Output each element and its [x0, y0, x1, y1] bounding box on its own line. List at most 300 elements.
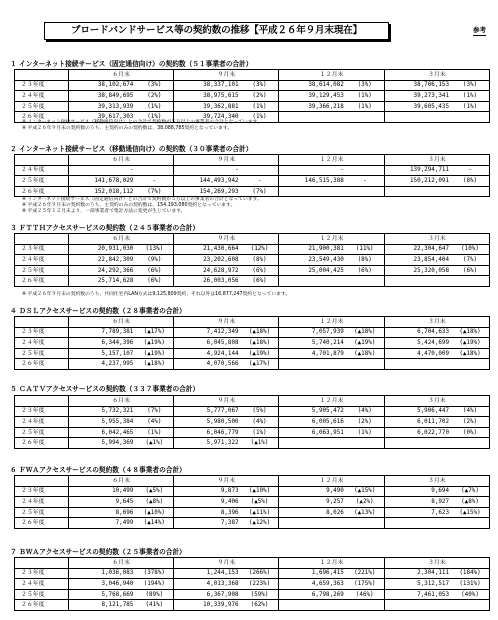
- yoy-change: (▲15%): [451, 507, 489, 518]
- fiscal-year-cell: ２６年度: [15, 359, 69, 370]
- subscription-value: 26,003,056: [174, 276, 241, 287]
- subscription-value: 25,004,425: [279, 265, 346, 276]
- yoy-change: [451, 518, 489, 529]
- subscription-value: 21,900,381: [279, 244, 346, 255]
- subscription-value: 7,412,349: [174, 327, 241, 338]
- column-header: １２月末: [279, 317, 384, 328]
- subscription-value: [279, 112, 346, 123]
- subscription-value: 39,362,881: [174, 101, 241, 112]
- fiscal-year-cell: ２６年度: [15, 112, 69, 123]
- yoy-change: (▲11%): [241, 507, 279, 518]
- yoy-change: [346, 359, 384, 370]
- subscription-value: 38,614,082: [279, 80, 346, 91]
- column-header: １２月末: [279, 476, 384, 487]
- subscription-value: 39,366,218: [279, 101, 346, 112]
- yoy-change: (▲1%): [241, 438, 279, 449]
- column-header: ９月末: [174, 396, 279, 407]
- subscription-value: 10,499: [69, 486, 136, 497]
- footnote: ※ 平成２６年９月末の契約数のうち、共同住宅内LAN方式は9,125,809契約、それ以外は16,877,247契約となっています。: [22, 292, 291, 297]
- subscription-value: 23,202,608: [174, 255, 241, 266]
- yoy-change: (1%): [346, 427, 384, 438]
- section-title: ３ ＦＴＴＨアクセスサービスの契約数（２４５事業者の合計）: [10, 224, 200, 232]
- column-header: ３月末: [384, 396, 489, 407]
- footnote: ※ 平成２６年９月末の契約数のうち、主契約のみの契約数は、38,088,785契約となっています。: [22, 126, 233, 131]
- subscription-value: [279, 600, 346, 611]
- fiscal-year-cell: ２４年度: [15, 417, 69, 428]
- subscription-value: [279, 518, 346, 529]
- subscription-value: 24,292,366: [69, 265, 136, 276]
- yoy-change: (8%): [346, 255, 384, 266]
- fiscal-year-cell: ２６年度: [15, 518, 69, 529]
- subscription-value: 7,499: [69, 518, 136, 529]
- yoy-change: [451, 438, 489, 449]
- subscription-value: 6,011,702: [384, 417, 451, 428]
- header-row: [15, 70, 490, 81]
- yoy-change: (▲18%): [451, 327, 489, 338]
- yoy-change: (▲18%): [451, 348, 489, 359]
- column-header: ３月末: [384, 558, 489, 569]
- yoy-change: -: [241, 176, 279, 187]
- yoy-change: (4%): [346, 406, 384, 417]
- yoy-change: (378%): [135, 568, 173, 579]
- yoy-change: (194%): [135, 579, 173, 590]
- subscription-value: 23,854,404: [384, 255, 451, 266]
- fiscal-year-cell: ２５年度: [15, 507, 69, 518]
- table-row: [15, 417, 490, 428]
- yoy-change: (1%): [451, 101, 489, 112]
- fiscal-year-cell: ２３年度: [15, 327, 69, 338]
- column-header: １２月末: [279, 70, 384, 81]
- table-row: [15, 101, 490, 112]
- yoy-change: (1%): [135, 112, 173, 123]
- subscription-value: [384, 186, 451, 197]
- yoy-change: (89%): [135, 589, 173, 600]
- subscription-value: 5,906,447: [384, 406, 451, 417]
- yoy-change: (▲19%): [135, 338, 173, 349]
- reference-label: 参考: [473, 26, 486, 34]
- subscription-value: 8,026: [279, 507, 346, 518]
- yoy-change: (11%): [346, 244, 384, 255]
- yoy-change: [451, 112, 489, 123]
- fiscal-year-cell: ２５年度: [15, 101, 69, 112]
- yoy-change: (▲14%): [135, 518, 173, 529]
- header-row: [15, 558, 490, 569]
- yoy-change: (6%): [241, 265, 279, 276]
- subscription-value: 4,701,879: [279, 348, 346, 359]
- subscription-value: 6,798,269: [279, 589, 346, 600]
- yoy-change: (▲5%): [135, 486, 173, 497]
- section-title: ５ ＣＡＴＶアクセスサービスの契約数（３３７事業者の合計）: [10, 385, 200, 393]
- table-row: [15, 486, 490, 497]
- subscription-value: [279, 359, 346, 370]
- subscription-value: 7,057,939: [279, 327, 346, 338]
- yoy-change: (13%): [135, 244, 173, 255]
- subscription-value: 9,694: [384, 486, 451, 497]
- yoy-change: [346, 276, 384, 287]
- subscription-value: [384, 518, 451, 529]
- yoy-change: [451, 186, 489, 197]
- subscription-value: 38,337,101: [174, 80, 241, 91]
- fiscal-year-cell: ２４年度: [15, 165, 69, 176]
- column-header: １２月末: [279, 558, 384, 569]
- yoy-change: (1%): [346, 91, 384, 102]
- data-table: [14, 557, 490, 611]
- yoy-change: [346, 438, 384, 449]
- subscription-value: 23,549,430: [279, 255, 346, 266]
- yoy-change: (8%): [451, 176, 489, 187]
- subscription-value: 9,490: [279, 486, 346, 497]
- table-row: [15, 244, 490, 255]
- table-row: [15, 91, 490, 102]
- table-row: [15, 600, 490, 611]
- corner-cell: [15, 234, 69, 245]
- subscription-value: 154,269,293: [174, 186, 241, 197]
- yoy-change: (1%): [135, 427, 173, 438]
- table-row: [15, 165, 490, 176]
- fiscal-year-cell: ２３年度: [15, 406, 69, 417]
- fiscal-year-cell: ２３年度: [15, 486, 69, 497]
- table-row: [15, 438, 490, 449]
- subscription-value: 4,070,566: [174, 359, 241, 370]
- corner-cell: [15, 476, 69, 487]
- yoy-change: (▲18%): [346, 348, 384, 359]
- yoy-change: [346, 165, 384, 176]
- subscription-value: 9,645: [69, 497, 136, 508]
- subscription-value: 6,042,465: [69, 427, 136, 438]
- table-row: [15, 176, 490, 187]
- subscription-value: 5,768,669: [69, 589, 136, 600]
- yoy-change: (9%): [135, 255, 173, 266]
- yoy-change: (40%): [451, 589, 489, 600]
- yoy-change: (4%): [451, 406, 489, 417]
- subscription-value: [279, 276, 346, 287]
- subscription-value: 6,046,779: [174, 427, 241, 438]
- data-table: [14, 233, 490, 287]
- subscription-value: 8,396: [174, 507, 241, 518]
- table-row: [15, 507, 490, 518]
- table-row: [15, 568, 490, 579]
- subscription-value: 1,244,153: [174, 568, 241, 579]
- subscription-value: 3,046,940: [69, 579, 136, 590]
- yoy-change: (1%): [241, 427, 279, 438]
- section-title: ４ ＤＳＬアクセスサービスの契約数（２８事業者の合計）: [10, 307, 186, 315]
- column-header: ６月末: [69, 70, 174, 81]
- table-row: [15, 80, 490, 91]
- header-row: [15, 396, 490, 407]
- yoy-change: (131%): [451, 579, 489, 590]
- yoy-change: (▲8%): [451, 497, 489, 508]
- data-table: [14, 395, 490, 449]
- subscription-value: 7,623: [384, 507, 451, 518]
- subscription-value: 39,313,939: [69, 101, 136, 112]
- subscription-value: 9,257: [279, 497, 346, 508]
- subscription-value: 39,605,435: [384, 101, 451, 112]
- footnote: ※ 平成２５年１２月末より、一部事業者で集計方法に変更が生じています。: [22, 209, 186, 214]
- yoy-change: (7%): [135, 406, 173, 417]
- yoy-change: [346, 112, 384, 123]
- subscription-value: 5,740,214: [279, 338, 346, 349]
- subscription-value: 22,304,647: [384, 244, 451, 255]
- subscription-value: [384, 600, 451, 611]
- subscription-value: [279, 186, 346, 197]
- subscription-value: 8,121,785: [69, 600, 136, 611]
- yoy-change: (▲19%): [241, 348, 279, 359]
- yoy-change: (1%): [135, 101, 173, 112]
- subscription-value: 4,924,144: [174, 348, 241, 359]
- table-row: [15, 276, 490, 287]
- yoy-change: (▲10%): [241, 486, 279, 497]
- yoy-change: (1%): [451, 91, 489, 102]
- subscription-value: 38,102,674: [69, 80, 136, 91]
- subscription-value: [279, 438, 346, 449]
- subscription-value: 4,237,995: [69, 359, 136, 370]
- yoy-change: (223%): [241, 579, 279, 590]
- yoy-change: (▲7%): [451, 486, 489, 497]
- subscription-value: 7,387: [174, 518, 241, 529]
- subscription-value: 9,873: [174, 486, 241, 497]
- subscription-value: 5,905,472: [279, 406, 346, 417]
- yoy-change: (46%): [346, 589, 384, 600]
- yoy-change: -: [451, 165, 489, 176]
- table-row: [15, 589, 490, 600]
- header-row: [15, 317, 490, 328]
- page-title: ブロードバンドサービス等の契約数の推移【平成２６年９月末現在】: [44, 22, 389, 40]
- subscription-value: 6,704,633: [384, 327, 451, 338]
- subscription-value: 10,339,976: [174, 600, 241, 611]
- data-table: [14, 69, 490, 123]
- subscription-value: 39,724,340: [174, 112, 241, 123]
- column-header: ６月末: [69, 317, 174, 328]
- fiscal-year-cell: ２４年度: [15, 579, 69, 590]
- subscription-value: 5,312,517: [384, 579, 451, 590]
- fiscal-year-cell: ２５年度: [15, 427, 69, 438]
- column-header: ９月末: [174, 70, 279, 81]
- table-row: [15, 265, 490, 276]
- fiscal-year-cell: ２６年度: [15, 276, 69, 287]
- yoy-change: (59%): [241, 589, 279, 600]
- table-row: [15, 327, 490, 338]
- header-row: [15, 234, 490, 245]
- subscription-value: 5,955,384: [69, 417, 136, 428]
- data-table: [14, 316, 490, 370]
- subscription-value: [384, 112, 451, 123]
- yoy-change: [451, 600, 489, 611]
- fiscal-year-cell: ２３年度: [15, 80, 69, 91]
- yoy-change: (6%): [241, 276, 279, 287]
- subscription-value: -: [279, 165, 346, 176]
- yoy-change: (▲19%): [451, 338, 489, 349]
- table-row: [15, 579, 490, 590]
- subscription-value: 4,013,368: [174, 579, 241, 590]
- table-row: [15, 427, 490, 438]
- column-header: ６月末: [69, 396, 174, 407]
- yoy-change: (2%): [241, 91, 279, 102]
- subscription-value: 39,129,453: [279, 91, 346, 102]
- column-header: ６月末: [69, 155, 174, 166]
- corner-cell: [15, 70, 69, 81]
- subscription-value: 141,678,029: [69, 176, 136, 187]
- yoy-change: [241, 165, 279, 176]
- yoy-change: (▲13%): [346, 507, 384, 518]
- subscription-value: 146,515,388: [279, 176, 346, 187]
- yoy-change: (2%): [135, 91, 173, 102]
- subscription-value: 38,975,615: [174, 91, 241, 102]
- yoy-change: (3%): [135, 80, 173, 91]
- yoy-change: (4%): [135, 417, 173, 428]
- section-title: ２ インターネット接続サービス（移動通信向け）の契約数（３０事業者の合計）: [10, 145, 253, 153]
- subscription-value: [384, 438, 451, 449]
- subscription-value: 5,777,067: [174, 406, 241, 417]
- column-header: ６月末: [69, 234, 174, 245]
- column-header: ９月末: [174, 317, 279, 328]
- yoy-change: (1%): [241, 101, 279, 112]
- column-header: ３月末: [384, 70, 489, 81]
- column-header: ９月末: [174, 155, 279, 166]
- yoy-change: (6%): [451, 265, 489, 276]
- yoy-change: [451, 276, 489, 287]
- fiscal-year-cell: ２６年度: [15, 600, 69, 611]
- subscription-value: 38,849,695: [69, 91, 136, 102]
- yoy-change: [451, 359, 489, 370]
- subscription-value: 20,931,030: [69, 244, 136, 255]
- data-table: [14, 475, 490, 529]
- fiscal-year-cell: ２３年度: [15, 244, 69, 255]
- yoy-change: (6%): [135, 265, 173, 276]
- column-header: １２月末: [279, 396, 384, 407]
- yoy-change: (▲19%): [346, 338, 384, 349]
- yoy-change: (4%): [241, 417, 279, 428]
- yoy-change: (▲17%): [241, 359, 279, 370]
- yoy-change: (▲18%): [346, 327, 384, 338]
- fiscal-year-cell: ２４年度: [15, 91, 69, 102]
- table-row: [15, 186, 490, 197]
- yoy-change: (266%): [241, 568, 279, 579]
- subscription-value: 2,304,111: [384, 568, 451, 579]
- yoy-change: [346, 186, 384, 197]
- subscription-value: 8,696: [69, 507, 136, 518]
- column-header: ３月末: [384, 155, 489, 166]
- section-title: １ インターネット接続サービス（固定通信向け）の契約数（５１事業者の合計）: [10, 60, 253, 68]
- table-row: [15, 518, 490, 529]
- footnote: ※ 平成２６年９月末の契約数のうち、主契約のみの契約数は、154,193,080契約となっています。: [22, 203, 236, 208]
- yoy-change: (3%): [451, 80, 489, 91]
- yoy-change: [346, 600, 384, 611]
- subscription-value: 5,732,321: [69, 406, 136, 417]
- column-header: ９月末: [174, 558, 279, 569]
- header-row: [15, 155, 490, 166]
- table-row: [15, 338, 490, 349]
- yoy-change: (12%): [241, 244, 279, 255]
- yoy-change: (▲15%): [346, 486, 384, 497]
- yoy-change: (0%): [451, 427, 489, 438]
- yoy-change: (▲2%): [346, 497, 384, 508]
- yoy-change: (41%): [135, 600, 173, 611]
- subscription-value: 38,706,153: [384, 80, 451, 91]
- yoy-change: (175%): [346, 579, 384, 590]
- column-header: ３月末: [384, 317, 489, 328]
- subscription-value: 6,045,808: [174, 338, 241, 349]
- subscription-value: 6,344,396: [69, 338, 136, 349]
- yoy-change: (3%): [241, 80, 279, 91]
- subscription-value: 144,493,942: [174, 176, 241, 187]
- subscription-value: 6,022,770: [384, 427, 451, 438]
- yoy-change: (7%): [451, 255, 489, 266]
- yoy-change: (5%): [241, 406, 279, 417]
- yoy-change: (2%): [346, 417, 384, 428]
- subscription-value: [384, 276, 451, 287]
- data-table: [14, 154, 490, 197]
- column-header: ３月末: [384, 476, 489, 487]
- yoy-change: (10%): [451, 244, 489, 255]
- fiscal-year-cell: ２５年度: [15, 589, 69, 600]
- subscription-value: 5,157,107: [69, 348, 136, 359]
- subscription-value: 25,320,058: [384, 265, 451, 276]
- subscription-value: -: [174, 165, 241, 176]
- yoy-change: (▲8%): [135, 497, 173, 508]
- yoy-change: (8%): [241, 255, 279, 266]
- subscription-value: 6,063,951: [279, 427, 346, 438]
- yoy-change: (221%): [346, 568, 384, 579]
- subscription-value: 6,005,616: [279, 417, 346, 428]
- yoy-change: (▲12%): [241, 518, 279, 529]
- yoy-change: (7%): [135, 186, 173, 197]
- subscription-value: 24,628,972: [174, 265, 241, 276]
- column-header: ９月末: [174, 234, 279, 245]
- yoy-change: (62%): [241, 600, 279, 611]
- table-row: [15, 255, 490, 266]
- yoy-change: (▲17%): [135, 327, 173, 338]
- yoy-change: (▲18%): [241, 338, 279, 349]
- corner-cell: [15, 155, 69, 166]
- yoy-change: (1%): [241, 112, 279, 123]
- fiscal-year-cell: ２５年度: [15, 265, 69, 276]
- fiscal-year-cell: ２６年度: [15, 438, 69, 449]
- subscription-value: -: [69, 165, 136, 176]
- fiscal-year-cell: ２４年度: [15, 255, 69, 266]
- table-row: [15, 406, 490, 417]
- subscription-value: 139,294,711: [384, 165, 451, 176]
- section-title: ７ ＢＷＡアクセスサービスの契約数（２５事業者の合計）: [10, 548, 186, 556]
- subscription-value: 25,714,628: [69, 276, 136, 287]
- yoy-change: (3%): [346, 80, 384, 91]
- yoy-change: (▲10%): [135, 507, 173, 518]
- header-row: [15, 476, 490, 487]
- subscription-value: [384, 359, 451, 370]
- yoy-change: (▲19%): [135, 348, 173, 359]
- column-header: ９月末: [174, 476, 279, 487]
- table-row: [15, 348, 490, 359]
- yoy-change: (6%): [135, 276, 173, 287]
- subscription-value: 5,424,699: [384, 338, 451, 349]
- subscription-value: 22,842,309: [69, 255, 136, 266]
- subscription-value: 4,470,009: [384, 348, 451, 359]
- fiscal-year-cell: ２３年度: [15, 568, 69, 579]
- subscription-value: 5,980,500: [174, 417, 241, 428]
- yoy-change: (6%): [346, 265, 384, 276]
- column-header: １２月末: [279, 234, 384, 245]
- subscription-value: 150,212,091: [384, 176, 451, 187]
- subscription-value: 7,789,381: [69, 327, 136, 338]
- yoy-change: (1%): [346, 101, 384, 112]
- yoy-change: (184%): [451, 568, 489, 579]
- fiscal-year-cell: ２４年度: [15, 338, 69, 349]
- corner-cell: [15, 317, 69, 328]
- column-header: ３月末: [384, 234, 489, 245]
- corner-cell: [15, 396, 69, 407]
- subscription-value: 39,617,303: [69, 112, 136, 123]
- yoy-change: (▲5%): [241, 497, 279, 508]
- subscription-value: 5,994,369: [69, 438, 136, 449]
